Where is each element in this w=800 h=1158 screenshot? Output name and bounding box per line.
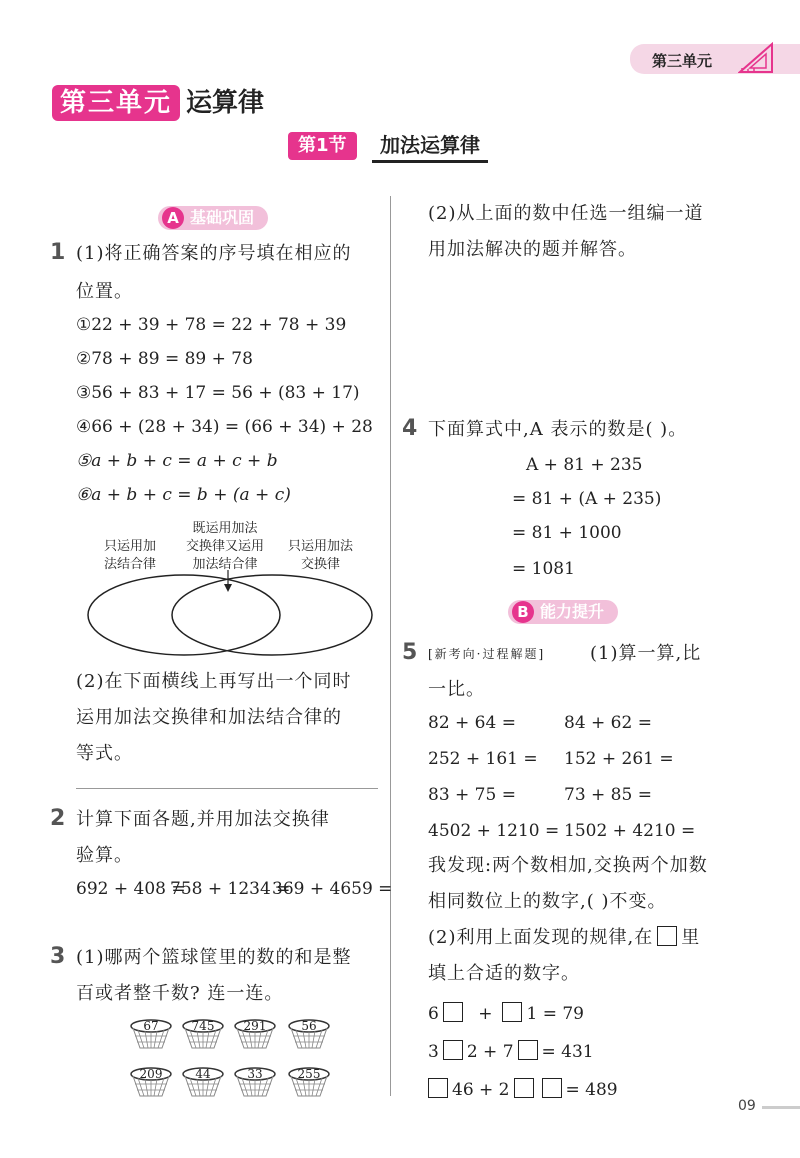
q1-item-4: ④66 + (28 + 34) = (66 + 34) + 28 — [76, 417, 373, 437]
fill3-result: = 489 — [565, 1080, 618, 1100]
q2-expr-1: 692 + 408 = — [76, 879, 186, 899]
fill1-box-2[interactable] — [502, 1002, 522, 1022]
q3-part2-line1: (2)从上面的数中任选一组编一道 — [428, 203, 704, 224]
q3-prompt-line2: 百或者整千数? 连一连。 — [76, 983, 284, 1004]
q5-part2-text-end: 里 — [681, 927, 701, 948]
q4-prompt: 下面算式中,A 表示的数是( )。 — [428, 419, 688, 440]
pill-a-letter: A — [162, 207, 184, 229]
venn-middle-line2: 交换律又运用 — [186, 539, 265, 554]
venn-middle-line3: 加法结合律 — [192, 557, 258, 572]
q2-prompt-line1: 计算下面各题,并用加法交换律 — [76, 809, 330, 830]
page-number: 09 — [738, 1098, 756, 1114]
q5-prompt-line2: 一比。 — [428, 679, 485, 700]
q4-line-2: = 81 + (A + 235) — [512, 489, 662, 509]
basket-number: 67 — [143, 1019, 159, 1033]
basket-3[interactable] — [232, 1018, 278, 1056]
venn-middle-line1: 既运用加法 — [192, 521, 258, 536]
fill-row-2 — [428, 1040, 594, 1063]
venn-right-ellipse — [172, 575, 372, 655]
q5-right-1: 84 + 62 = — [564, 713, 652, 733]
fill-row-1 — [428, 1002, 584, 1025]
unit-tab-label: 第三单元 — [652, 52, 713, 70]
q5-tag: [新考向·过程解题] — [428, 647, 546, 661]
basket-7[interactable] — [232, 1066, 278, 1104]
q1-part2-line2: 运用加法交换律和加法结合律的 — [76, 707, 342, 728]
q1-item-6: ⑥a + b + c = b + (a + c) — [76, 485, 291, 505]
q1-item-2: ②78 + 89 = 89 + 78 — [76, 349, 253, 369]
basket-1[interactable] — [128, 1018, 174, 1056]
answer-line[interactable] — [76, 788, 378, 789]
basket-number: 209 — [139, 1067, 163, 1081]
section-badge: 第1节 — [288, 132, 357, 160]
fill1-box-1[interactable] — [443, 1002, 463, 1022]
q5-left-3: 83 + 75 = — [428, 785, 516, 805]
q5-finding-line2: 相同数位上的数字,( )不变。 — [428, 891, 667, 912]
q2-prompt-line2: 验算。 — [76, 845, 133, 866]
venn-right-label — [288, 538, 353, 574]
unit-title: 运算律 — [186, 88, 265, 118]
q5-left-4: 4502 + 1210 = — [428, 821, 560, 841]
unit-badge: 第三单元 — [52, 85, 180, 121]
venn-arrow-head — [224, 584, 232, 592]
q2-number: 2 — [50, 806, 66, 831]
basket-5[interactable] — [128, 1066, 174, 1104]
q5-part2-line1 — [428, 926, 700, 950]
fill3-box-1[interactable] — [428, 1078, 448, 1098]
basket-6[interactable] — [180, 1066, 226, 1104]
basket-2[interactable] — [180, 1018, 226, 1056]
example-box — [657, 926, 677, 946]
pill-a-label: 基础巩固 — [190, 208, 255, 227]
fill2-box-1[interactable] — [443, 1040, 463, 1060]
venn-left-line1: 只运用加 — [104, 539, 157, 554]
pill-advanced — [508, 600, 618, 624]
basket-8[interactable] — [286, 1066, 332, 1104]
page-number-line — [762, 1106, 800, 1109]
q1-item-3: ③56 + 83 + 17 = 56 + (83 + 17) — [76, 383, 360, 403]
fill1-result: 1 = 79 — [526, 1004, 584, 1024]
fill3-box-3[interactable] — [542, 1078, 562, 1098]
set-square-icon — [738, 42, 774, 74]
q5-prompt-line1: (1)算一算,比 — [590, 643, 702, 664]
q5-part2-text: (2)利用上面发现的规律,在 — [428, 927, 654, 948]
fill2-digit: 3 — [428, 1042, 439, 1062]
q5-right-4: 1502 + 4210 = — [564, 821, 696, 841]
q1-prompt-line1: (1)将正确答案的序号填在相应的 — [76, 243, 352, 264]
q1-item-5: ⑤a + b + c = a + c + b — [76, 451, 278, 471]
fill2-mid: 2 + 7 — [466, 1042, 514, 1062]
q3-part2-line2: 用加法解决的题并解答。 — [428, 239, 637, 260]
venn-left-line2: 法结合律 — [104, 557, 157, 572]
fill3-box-2[interactable] — [514, 1078, 534, 1098]
venn-middle-label — [186, 520, 264, 574]
fill3-mid: 46 + 2 — [452, 1080, 510, 1100]
venn-left-label — [104, 538, 156, 574]
q5-number: 5 — [402, 640, 418, 665]
fill2-result: = 431 — [541, 1042, 594, 1062]
q1-number: 1 — [50, 240, 66, 265]
q5-finding-line1: 我发现:两个数相加,交换两个加数 — [428, 855, 708, 876]
q4-number: 4 — [402, 416, 418, 441]
basket-number: 291 — [243, 1019, 267, 1033]
q5-right-3: 73 + 85 = — [564, 785, 652, 805]
basket-number: 745 — [191, 1019, 215, 1033]
q1-part2-line3: 等式。 — [76, 743, 133, 764]
q1-prompt-line2: 位置。 — [76, 281, 133, 302]
fill1-digit: 6 — [428, 1004, 439, 1024]
q5-left-1: 82 + 64 = — [428, 713, 516, 733]
fill-row-3 — [424, 1078, 618, 1101]
q5-right-2: 152 + 261 = — [564, 749, 674, 769]
fill2-box-2[interactable] — [518, 1040, 538, 1060]
pill-b-label: 能力提升 — [540, 602, 605, 621]
q3-number: 3 — [50, 944, 66, 969]
q4-line-3: = 81 + 1000 — [512, 523, 622, 543]
q5-left-2: 252 + 161 = — [428, 749, 538, 769]
basket-number: 56 — [301, 1019, 317, 1033]
basket-4[interactable] — [286, 1018, 332, 1056]
q4-line-1: A + 81 + 235 — [526, 455, 643, 475]
pill-basic — [158, 206, 268, 230]
q3-prompt-line1: (1)哪两个篮球筐里的数的和是整 — [76, 947, 352, 968]
venn-right-line1: 只运用加法 — [288, 539, 354, 554]
q4-line-4: = 1081 — [512, 559, 575, 579]
basket-number: 44 — [195, 1067, 211, 1081]
q5-part2-line2: 填上合适的数字。 — [428, 963, 580, 984]
q2-expr-2: 758 + 1234 = — [170, 879, 291, 899]
basket-number: 255 — [297, 1067, 321, 1081]
q1-item-1: ①22 + 39 + 78 = 22 + 78 + 39 — [76, 315, 347, 335]
venn-left-ellipse — [88, 575, 280, 655]
q1-part2-line1: (2)在下面横线上再写出一个同时 — [76, 671, 352, 692]
basket-number: 33 — [247, 1067, 263, 1081]
q2-expr-3: 369 + 4659 = — [272, 879, 393, 899]
pill-b-letter: B — [512, 601, 534, 623]
venn-diagram — [84, 570, 380, 660]
venn-right-line2: 交换律 — [301, 557, 341, 572]
fill1-plus: + — [478, 1004, 493, 1024]
column-divider — [390, 196, 391, 1096]
section-title: 加法运算律 — [372, 130, 488, 163]
